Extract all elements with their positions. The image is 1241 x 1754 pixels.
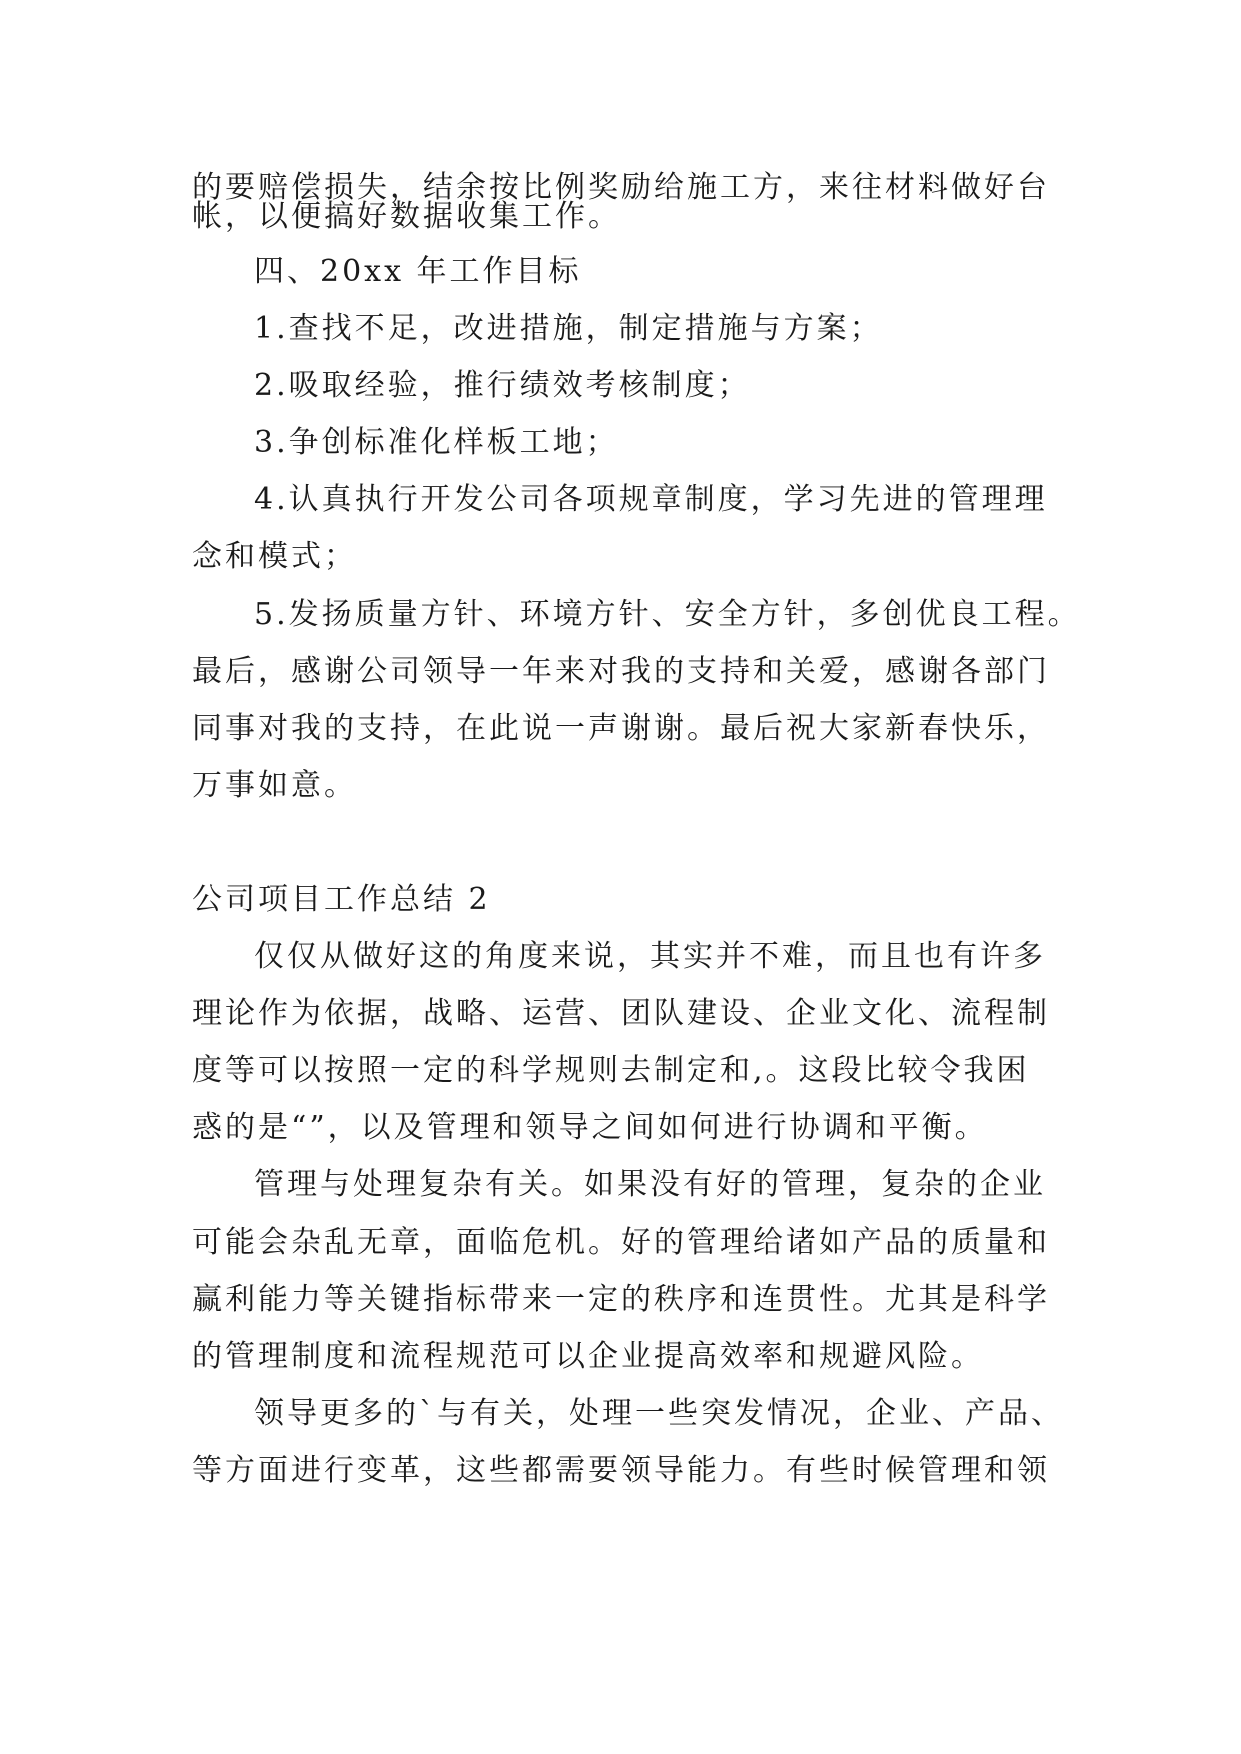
text-line: 的要赔偿损失，结余按比例奖励给施工方，来往材料做好台	[192, 170, 1050, 205]
text-line: 万事如意。	[192, 768, 357, 803]
text-line: 惑的是“”，以及管理和领导之间如何进行协调和平衡。	[192, 1110, 988, 1145]
document-title: 公司项目工作总结 2	[192, 882, 491, 917]
list-item: 3.争创标准化样板工地；	[254, 425, 619, 460]
text-line: 仅仅从做好这的角度来说，其实并不难，而且也有许多	[254, 939, 1046, 974]
text-line: 等方面进行变革，这些都需要领导能力。有些时候管理和领	[192, 1453, 1050, 1488]
text-line: 同事对我的支持，在此说一声谢谢。最后祝大家新春快乐，	[192, 711, 1050, 746]
section-heading: 四、20xx 年工作目标	[254, 254, 582, 289]
text-line: 可能会杂乱无章，面临危机。好的管理给诸如产品的质量和	[192, 1225, 1050, 1260]
list-item: 2.吸取经验，推行绩效考核制度；	[254, 368, 751, 403]
text-line: 最后，感谢公司领导一年来对我的支持和关爱，感谢各部门	[192, 654, 1050, 689]
text-line: 赢利能力等关键指标带来一定的秩序和连贯性。尤其是科学	[192, 1282, 1050, 1317]
text-line: 度等可以按照一定的科学规则去制定和,。这段比较令我困	[192, 1053, 1030, 1088]
list-item: 5.发扬质量方针、环境方针、安全方针，多创优良工程。	[254, 597, 1081, 632]
text-line: 帐，以便搞好数据收集工作。	[192, 199, 621, 234]
text-line: 领导更多的`与有关，处理一些突发情况，企业、产品、	[254, 1396, 1064, 1431]
text-line: 管理与处理复杂有关。如果没有好的管理，复杂的企业	[254, 1167, 1046, 1202]
list-item: 4.认真执行开发公司各项规章制度，学习先进的管理理	[254, 482, 1048, 517]
list-item-continuation: 念和模式；	[192, 539, 357, 574]
text-line: 理论作为依据，战略、运营、团队建设、企业文化、流程制	[192, 996, 1050, 1031]
list-item: 1.查找不足，改进措施，制定措施与方案；	[254, 311, 883, 346]
text-line: 的管理制度和流程规范可以企业提高效率和规避风险。	[192, 1339, 984, 1374]
